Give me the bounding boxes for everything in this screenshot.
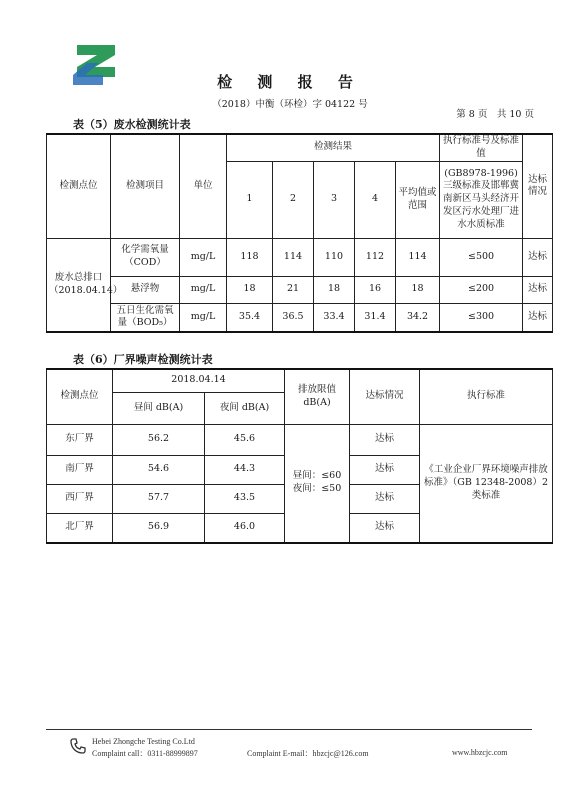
- cell-day: 56.9: [113, 513, 205, 543]
- sampling-point: [47, 238, 123, 332]
- header-status: 达标情况: [350, 369, 420, 424]
- header-day: 昼间 dB(A): [113, 392, 205, 424]
- table-row: [47, 238, 553, 276]
- wastewater-table: [46, 133, 553, 333]
- cell-std: ≤500: [440, 238, 523, 276]
- table-row: [47, 303, 553, 332]
- header-date: 2018.04.14: [113, 369, 285, 392]
- footer-complaint-email: Complaint E-mail：hbzcjc@126.com: [247, 749, 369, 758]
- table-row: [47, 276, 553, 303]
- header-n2: 2: [273, 161, 314, 238]
- header-status: 达标情况: [523, 134, 553, 238]
- header-results: 检测结果: [227, 134, 440, 161]
- cell-v1: 35.4: [227, 303, 273, 332]
- cell-v4: 16: [355, 276, 396, 303]
- cell-status: 达标: [523, 303, 553, 332]
- header-standard-text: (GB8978-1996)三级标准及邯郸冀南新区马头经济开发区污水处理厂进水水质标准: [440, 161, 523, 238]
- cell-unit: mg/L: [180, 303, 227, 332]
- cell-v3: 110: [314, 238, 355, 276]
- header-avg: 平均值或范围: [396, 161, 440, 238]
- header-unit: 单位: [180, 134, 227, 238]
- header-point: 检测点位: [47, 369, 113, 424]
- cell-point: 北厂界: [47, 513, 113, 543]
- cell-v4: 31.4: [355, 303, 396, 332]
- cell-v1: 118: [227, 238, 273, 276]
- header-standard-no: 执行标准号及标准值: [440, 134, 523, 161]
- cell-item: 化学需氧量（COD）: [111, 238, 180, 276]
- footer-complaint-call: Complaint call：0311-88999897: [92, 749, 198, 758]
- cell-item: 悬浮物: [111, 276, 180, 303]
- cell-point: 西厂界: [47, 484, 113, 513]
- table-row: [47, 424, 553, 455]
- cell-day: 54.6: [113, 455, 205, 484]
- cell-v4: 112: [355, 238, 396, 276]
- point-date: （2018.04.14）: [49, 284, 123, 296]
- cell-point: 南厂界: [47, 455, 113, 484]
- cell-avg: 18: [396, 276, 440, 303]
- page-number: 第 8 页 共 10 页: [456, 109, 534, 120]
- header-item: 检测项目: [111, 134, 180, 238]
- cell-v2: 114: [273, 238, 314, 276]
- cell-avg: 34.2: [396, 303, 440, 332]
- cell-v3: 18: [314, 276, 355, 303]
- header-n3: 3: [314, 161, 355, 238]
- cell-limit: 昼间：≤60 夜间：≤50: [285, 424, 350, 543]
- cell-std: ≤200: [440, 276, 523, 303]
- report-title: 检 测 报 告: [217, 73, 363, 91]
- document-number: （2018）中衡（环检）字 04122 号: [212, 99, 368, 110]
- cell-status: 达标: [523, 238, 553, 276]
- cell-day: 57.7: [113, 484, 205, 513]
- header-standard: 执行标准: [420, 369, 553, 424]
- point-name: 废水总排口: [54, 272, 103, 284]
- cell-v3: 33.4: [314, 303, 355, 332]
- cell-avg: 114: [396, 238, 440, 276]
- noise-table: [46, 368, 553, 544]
- header-point: 检测点位: [47, 134, 111, 238]
- cell-unit: mg/L: [180, 238, 227, 276]
- cell-v2: 21: [273, 276, 314, 303]
- header-n1: 1: [227, 161, 273, 238]
- cell-item: 五日生化需氧量（BOD₅）: [111, 303, 180, 332]
- cell-night: 43.5: [205, 484, 285, 513]
- cell-v1: 18: [227, 276, 273, 303]
- cell-standard: 《工业企业厂界环境噪声排放标准》（GB 12348-2008）2 类标准: [420, 424, 553, 543]
- phone-icon: [70, 738, 86, 754]
- cell-v2: 36.5: [273, 303, 314, 332]
- footer-divider: [46, 729, 532, 730]
- cell-point: 东厂界: [47, 424, 113, 455]
- table5-caption: 表（5）废水检测统计表: [73, 118, 191, 131]
- cell-unit: mg/L: [180, 276, 227, 303]
- table6-caption: 表（6）厂界噪声检测统计表: [73, 353, 213, 366]
- header-night: 夜间 dB(A): [205, 392, 285, 424]
- footer-company: Hebei Zhongche Testing Co.Ltd: [92, 737, 195, 746]
- cell-day: 56.2: [113, 424, 205, 455]
- cell-std: ≤300: [440, 303, 523, 332]
- cell-night: 46.0: [205, 513, 285, 543]
- cell-status: 达标: [350, 513, 420, 543]
- cell-status: 达标: [523, 276, 553, 303]
- cell-status: 达标: [350, 424, 420, 455]
- header-n4: 4: [355, 161, 396, 238]
- cell-status: 达标: [350, 455, 420, 484]
- cell-night: 44.3: [205, 455, 285, 484]
- cell-status: 达标: [350, 484, 420, 513]
- header-limit: 排放限值 dB(A): [285, 369, 350, 424]
- footer-website: www.hbzcjc.com: [452, 748, 508, 757]
- cell-night: 45.6: [205, 424, 285, 455]
